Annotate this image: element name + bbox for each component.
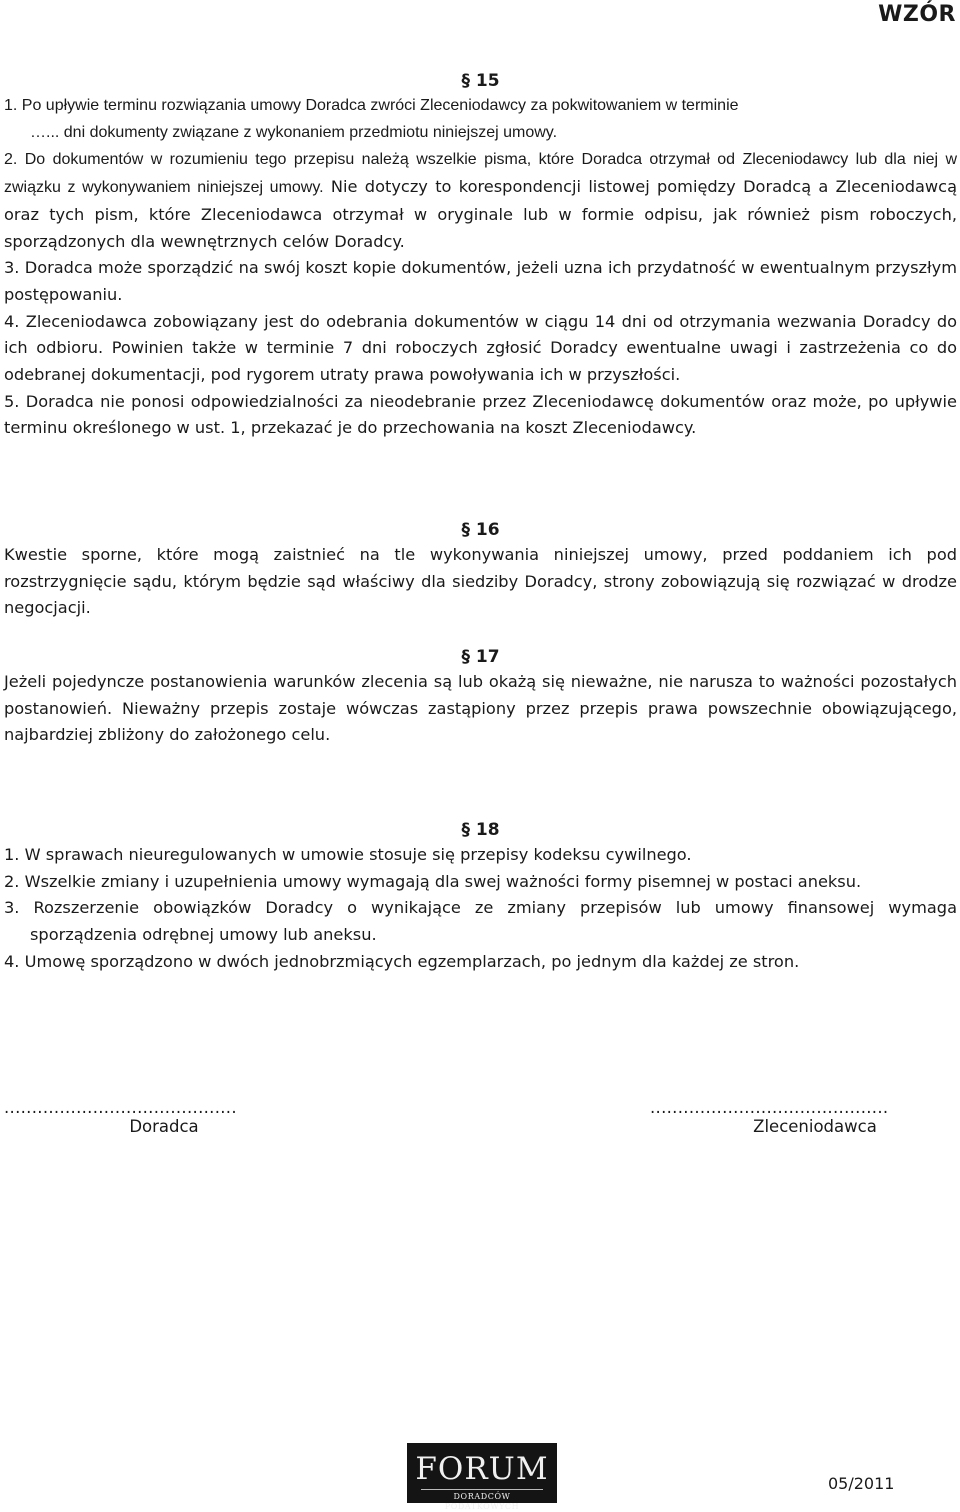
section-17 xyxy=(4,645,957,749)
template-badge: WZÓR xyxy=(878,2,956,27)
s15-item-5: 5. Doradca nie ponosi odpowiedzialności za nieodebranie przez Zleceniodawcę dokumentów oraz może, po upływie terminu określonego w ust. 1, przekazać je do przechowania na koszt Zleceniodawcy. xyxy=(4,391,957,438)
s15-item-1-line1: 1. Po upływie terminu rozwiązania umowy Doradca zwróci Zleceniodawcy za pokwitowaniem w terminie xyxy=(4,97,739,114)
section-title: § 17 xyxy=(461,647,500,667)
section-16 xyxy=(4,518,957,622)
forum-logo xyxy=(407,1443,557,1511)
s18-item-3: 3. Rozszerzenie obowiązków Doradcy o wynikające ze zmiany przepisów lub umowy finansowej wymaga sporządzenia odrębnej umowy lub aneksu. xyxy=(4,898,957,945)
section-15 xyxy=(4,69,957,442)
logo-subtitle: DORADCÓW PODATKOWYCH xyxy=(421,1489,543,1512)
signature-zleceniodawca xyxy=(650,1098,950,1136)
section-title: § 16 xyxy=(461,520,500,540)
s15-item-2 xyxy=(4,146,957,255)
section-title: § 18 xyxy=(461,820,500,840)
s18-item-4: 4. Umowę sporządzono w dwóch jednobrzmiących egzemplarzach, po jednym dla każdej ze stron. xyxy=(4,951,800,971)
signature-doradca xyxy=(4,1098,334,1136)
s17-text: Jeżeli pojedyncze postanowienia warunków zlecenia są lub okażą się nieważne, nie narusza to ważności pozostałych postanowień. Nieważny przepis zostaje wówczas zastąpiony przez przepis prawa powszechnie obowiązującego, najbardziej zbliżony do założonego celu. xyxy=(4,672,957,745)
section-18 xyxy=(4,818,957,976)
s15-item-2-part-a: 2. Do dokumentów w rozumieniu tego przepisu należą wszelkie pisma, które Doradca otrzymał od Zleceniodawcy lub dla niej w związku z wykonywaniem niniejszej umowy. xyxy=(4,151,957,197)
s15-item-1-line2: …... dni dokumenty związane z wykonaniem przedmiotu niniejszej umowy. xyxy=(30,123,558,141)
signature-line: ........................................... xyxy=(650,1098,889,1117)
signature-label: Zleceniodawca xyxy=(753,1117,877,1136)
s15-item-4: 4. Zleceniodawca zobowiązany jest do odebrania dokumentów w ciągu 14 dni od otrzymania wezwania Doradcy do ich odbioru. Powinien także w terminie 7 dni roboczych zgłosić Doradcy ewentualne uwagi i zastrzeżenia co do odebranej dokumentacji, pod rygorem utraty prawa powoływania ich w przyszłości. xyxy=(4,311,957,385)
s18-item-1: 1. W sprawach nieuregulowanych w umowie stosuje się przepisy kodeksu cywilnego. xyxy=(4,845,692,864)
s15-item-3: 3. Doradca może sporządzić na swój koszt kopie dokumentów, jeżeli uzna ich przydatność w ewentualnym przyszłym postępowaniu. xyxy=(4,258,957,304)
s16-text: Kwestie sporne, które mogą zaistnieć na tle wykonywania niniejszej umowy, przed poddaniem ich pod rozstrzygnięcie sądu, którym będzie sąd właściwy dla siedziby Doradcy, strony zobowiązują się rozwiązać w drodze negocjacji. xyxy=(4,545,957,618)
s18-item-2: 2. Wszelkie zmiany i uzupełnienia umowy wymagają dla swej ważności formy pisemnej w postaci aneksu. xyxy=(4,871,862,891)
signature-label: Doradca xyxy=(129,1117,199,1136)
s15-item-2-part-b: Nie dotyczy to korespondencji listowej pomiędzy Doradcą a Zleceniodawcą oraz tych pism, które Zleceniodawca otrzymał w oryginale lub w formie odpisu, jak również pism roboczych, sporządzonych dla wewnętrznych celów Doradcy. xyxy=(4,177,957,251)
logo-word: FORUM xyxy=(415,1451,549,1487)
footer-date: 05/2011 xyxy=(828,1474,895,1493)
section-title: § 15 xyxy=(461,71,500,91)
signature-line: .......................................... xyxy=(4,1098,237,1117)
